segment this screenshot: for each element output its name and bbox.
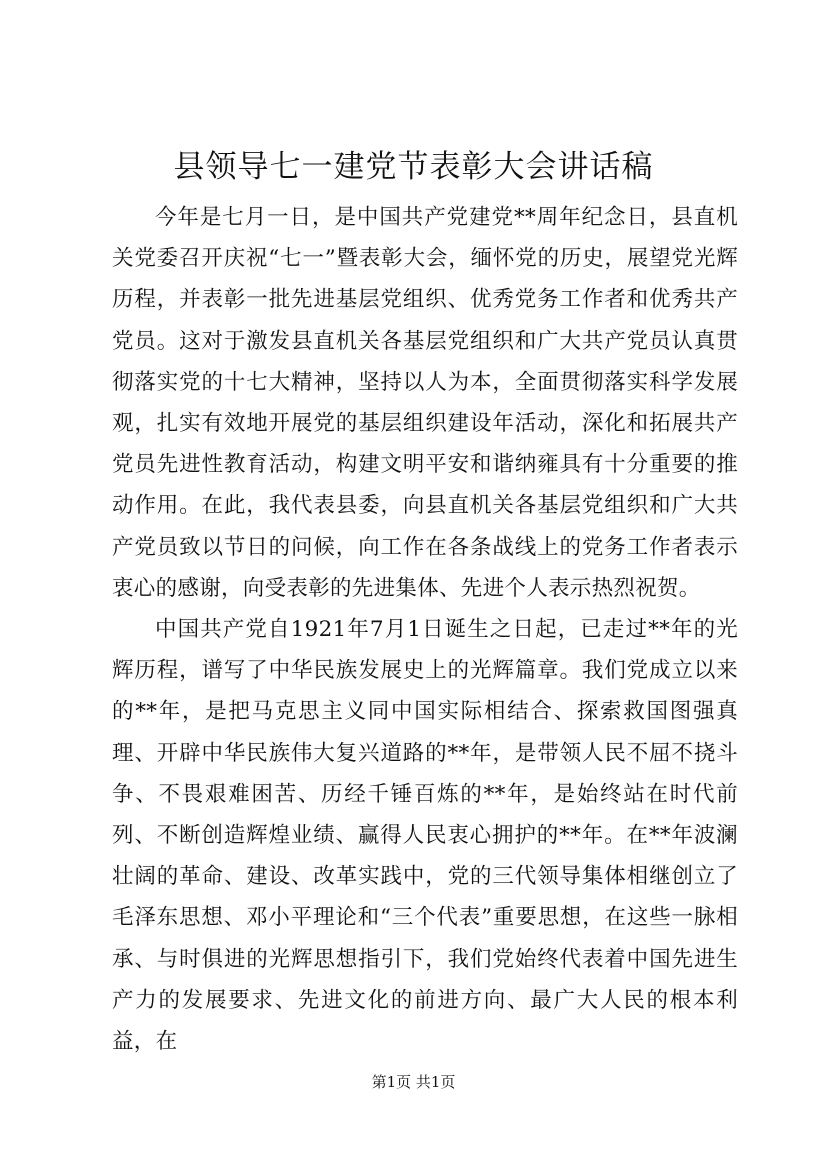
document-body [112, 197, 738, 1062]
paragraph-2: 中国共产党自1921年7月1日诞生之日起，已走过**年的光辉历程，谱写了中华民族发展史上的光辉篇章。我们党成立以来的**年，是把马克思主义同中国实际相结合、探索救国图强真理、开辟中华民族伟大复兴道路的**年，是带领人民不屈不挠斗争、不畏艰难困苦、历经千锤百炼的**年，是始终站在时代前列、不断创造辉煌业绩、赢得人民衷心拥护的**年。在**年波澜壮阔的革命、建设、改革实践中，党的三代领导集体相继创立了毛泽东思想、邓小平理论和“三个代表”重要思想，在这些一脉相承、与时俱进的光辉思想指引下，我们党始终代表着中国先进生产力的发展要求、先进文化的前进方向、最广大人民的根本利益，在 [112, 617, 738, 1055]
page-footer: 第1页 共1页 [371, 1073, 456, 1091]
page-title: 县领导七一建党节表彰大会讲话稿 [173, 149, 654, 185]
paragraph-1: 今年是七月一日，是中国共产党建党**周年纪念日，县直机关党委召开庆祝“七一”暨表彰大会，缅怀党的历史，展望党光辉历程，并表彰一批先进基层党组织、优秀党务工作者和优秀共产党员。这对于激发县直机关各基层党组织和广大共产党员认真贯彻落实党的十七大精神，坚持以人为本，全面贯彻落实科学发展观，扎实有效地开展党的基层组织建设年活动，深化和拓展共产党员先进性教育活动，构建文明平安和谐纳雍具有十分重要的推动作用。在此，我代表县委，向县直机关各基层党组织和广大共产党员致以节日的问候，向工作在各条战线上的党务工作者表示衷心的感谢，向受表彰的先进集体、先进个人表示热烈祝贺。 [112, 205, 738, 601]
